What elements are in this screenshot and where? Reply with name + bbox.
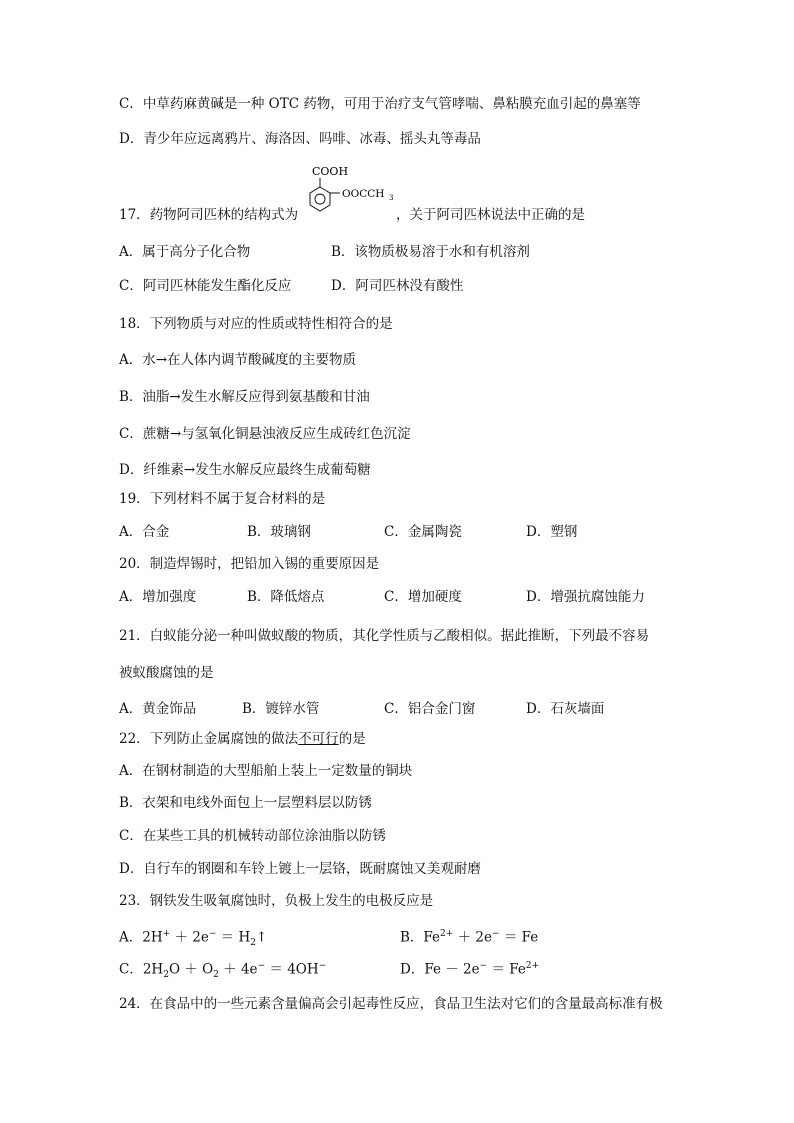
question-23-option-d: D．$Fe - 2e^- = Fe^{2+}$ <box>400 961 540 978</box>
question-23-option-a: A．$2H^+ + 2e^- = H_2↑$ <box>119 929 268 949</box>
question-23-option-c: C．$2H_2O + O_2 + 4e^- = 4OH^-$ <box>119 961 327 981</box>
question-17-option-c: C．阿司匹林能发生酯化反应 <box>119 278 292 294</box>
question-21-option-d: D．石灰墙面 <box>526 701 605 717</box>
question-21-option-b: B．镀锌水管 <box>242 701 320 717</box>
question-23-option-b: B．$Fe^{2+} + 2e^- = Fe$ <box>400 929 539 946</box>
question-20-option-a: A．增加强度 <box>119 589 197 605</box>
question-20-option-b: B．降低熔点 <box>247 589 325 605</box>
question-17-option-a: A．属于高分子化合物 <box>119 244 251 260</box>
question-21-stem-line1: 21．白蚁能分泌一种叫做蚁酸的物质，其化学性质与乙酸相似。据此推断，下列最不容易 <box>119 628 650 644</box>
question-16-option-d: D．青少年应远离鸦片、海洛因、吗啡、冰毒、摇头丸等毒品 <box>119 131 481 147</box>
question-20-option-d: D．增强抗腐蚀能力 <box>526 589 645 605</box>
question-19-option-d: D．塑钢 <box>526 524 578 540</box>
question-24-stem: 24．在食品中的一些元素含量偏高会引起毒性反应，食品卫生法对它们的含量最高标准有极 <box>119 996 663 1012</box>
aspirin-structure <box>300 163 410 223</box>
question-17-option-b: B．该物质极易溶于水和有机溶剂 <box>331 244 530 260</box>
question-18-stem: 18．下列物质与对应的性质或特性相符合的是 <box>119 316 393 332</box>
ester-label: OOCCH <box>342 188 385 200</box>
question-20-option-c: C．增加硬度 <box>384 589 462 605</box>
question-22-stem-underlined: 不可行 <box>298 731 339 747</box>
question-22-option-c: C．在某些工具的机械转动部位涂油脂以防锈 <box>119 828 386 844</box>
question-22-stem-a: 22．下列防止金属腐蚀的做法 <box>119 731 299 747</box>
question-18-option-b: B．油脂→发生水解反应得到氨基酸和甘油 <box>119 389 370 405</box>
question-17-stem-b: ，关于阿司匹林说法中正确的是 <box>396 207 585 223</box>
question-18-option-c: C．蔗糖→与氢氧化铜悬浊液反应生成砖红色沉淀 <box>119 426 411 442</box>
question-21-option-c: C．铝合金门窗 <box>384 701 476 717</box>
ester-subscript: 3 <box>389 194 394 202</box>
question-23-stem: 23．钢铁发生吸氧腐蚀时，负极上发生的电极反应是 <box>119 893 434 909</box>
question-17-stem-a: 17．药物阿司匹林的结构式为 <box>119 207 299 223</box>
question-20-stem: 20．制造焊锡时，把铅加入锡的重要原因是 <box>119 556 380 572</box>
question-19-option-c: C．金属陶瓷 <box>384 524 462 540</box>
question-18-option-a: A．水→在人体内调节酸碱度的主要物质 <box>119 352 357 368</box>
question-22-option-d: D．自行车的钢圈和车铃上镀上一层铬，既耐腐蚀又美观耐磨 <box>119 861 481 877</box>
question-21-option-a: A．黄金饰品 <box>119 701 197 717</box>
question-22-option-b: B．衣架和电线外面包上一层塑料层以防锈 <box>119 795 372 811</box>
question-22-stem-b: 的是 <box>338 731 366 747</box>
question-22-option-a: A．在钢材制造的大型船舶上装上一定数量的铜块 <box>119 763 413 779</box>
question-18-option-d: D．纤维素→发生水解反应最终生成葡萄糖 <box>119 462 371 478</box>
question-17-option-d: D．阿司匹林没有酸性 <box>331 278 464 294</box>
question-22-stem <box>119 730 366 748</box>
question-19-stem: 19．下列材料不属于复合材料的是 <box>119 491 326 507</box>
question-16-option-c: C．中草药麻黄碱是一种 OTC 药物，可用于治疗支气管哮喘、鼻粘膜充血引起的鼻塞等 <box>119 96 641 112</box>
question-21-stem-line2: 被蚁酸腐蚀的是 <box>119 665 214 681</box>
cooh-label: COOH <box>312 165 349 178</box>
question-19-option-a: A．合金 <box>119 524 170 540</box>
question-19-option-b: B．玻璃钢 <box>247 524 311 540</box>
